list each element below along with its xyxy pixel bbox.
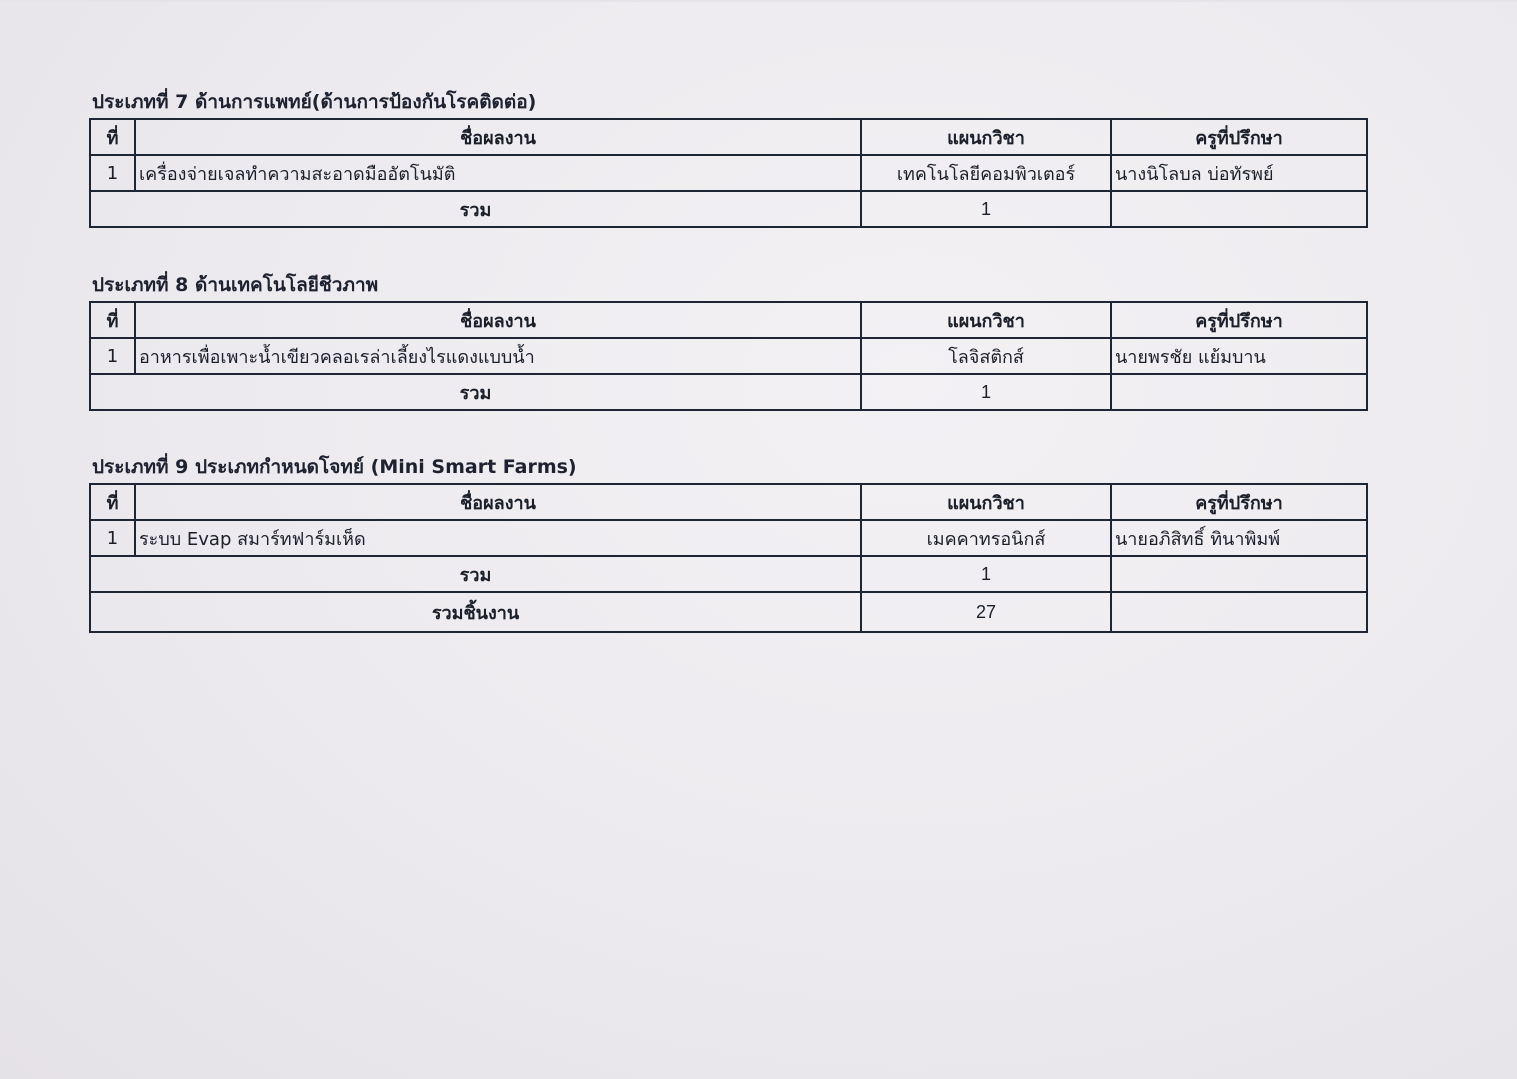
total-row — [90, 556, 1367, 592]
header-department: แผนกวิชา — [861, 119, 1111, 155]
cell-advisor: นายอภิสิทธิ์ ทินาพิมพ์ — [1111, 520, 1367, 556]
table-header-row — [90, 302, 1367, 338]
total-value: 1 — [861, 374, 1111, 410]
table-row — [90, 155, 1367, 191]
header-no: ที่ — [90, 484, 135, 520]
total-label: รวม — [90, 191, 861, 227]
total-label: รวม — [90, 556, 861, 592]
header-department: แผนกวิชา — [861, 484, 1111, 520]
cell-project-name: เครื่องจ่ายเจลทำความสะอาดมืออัตโนมัติ — [135, 155, 861, 191]
cell-advisor: นายพรชัย แย้มบาน — [1111, 338, 1367, 374]
total-row — [90, 191, 1367, 227]
grand-total-empty-cell — [1111, 592, 1367, 632]
header-no: ที่ — [90, 119, 135, 155]
cell-no: 1 — [90, 155, 135, 191]
header-no: ที่ — [90, 302, 135, 338]
cell-no: 1 — [90, 520, 135, 556]
grand-total-value: 27 — [861, 592, 1111, 632]
cell-project-name: อาหารเพื่อเพาะน้ำเขียวคลอเรล่าเลี้ยงไรแดงแบบน้ำ — [135, 338, 861, 374]
header-advisor: ครูที่ปรึกษา — [1111, 119, 1367, 155]
table-row — [90, 520, 1367, 556]
results-table — [89, 118, 1368, 228]
header-project-name: ชื่อผลงาน — [135, 484, 861, 520]
cell-department: เมคคาทรอนิกส์ — [861, 520, 1111, 556]
table-row — [90, 338, 1367, 374]
results-table — [89, 301, 1368, 411]
total-row — [90, 374, 1367, 410]
total-value: 1 — [861, 191, 1111, 227]
total-empty-cell — [1111, 191, 1367, 227]
header-advisor: ครูที่ปรึกษา — [1111, 302, 1367, 338]
grand-total-label: รวมชิ้นงาน — [90, 592, 861, 632]
cell-advisor: นางนิโลบล บ่อทัรพย์ — [1111, 155, 1367, 191]
total-value: 1 — [861, 556, 1111, 592]
cell-department: โลจิสติกส์ — [861, 338, 1111, 374]
header-department: แผนกวิชา — [861, 302, 1111, 338]
header-project-name: ชื่อผลงาน — [135, 119, 861, 155]
total-empty-cell — [1111, 374, 1367, 410]
total-empty-cell — [1111, 556, 1367, 592]
cell-project-name: ระบบ Evap สมาร์ทฟาร์มเห็ด — [135, 520, 861, 556]
grand-total-row — [90, 592, 1367, 632]
paper-sheet — [0, 2, 1517, 1079]
section-title: ประเภทที่ 8 ด้านเทคโนโลยีชีวภาพ — [92, 274, 379, 296]
section-title: ประเภทที่ 9 ประเภทกำหนดโจทย์ (Mini Smart Farms) — [92, 456, 577, 478]
cell-no: 1 — [90, 338, 135, 374]
header-project-name: ชื่อผลงาน — [135, 302, 861, 338]
header-advisor: ครูที่ปรึกษา — [1111, 484, 1367, 520]
section-title: ประเภทที่ 7 ด้านการแพทย์(ด้านการป้องกันโรคติดต่อ) — [92, 91, 537, 113]
table-header-row — [90, 119, 1367, 155]
results-table — [89, 483, 1368, 633]
cell-department: เทคโนโลยีคอมพิวเตอร์ — [861, 155, 1111, 191]
total-label: รวม — [90, 374, 861, 410]
table-header-row — [90, 484, 1367, 520]
